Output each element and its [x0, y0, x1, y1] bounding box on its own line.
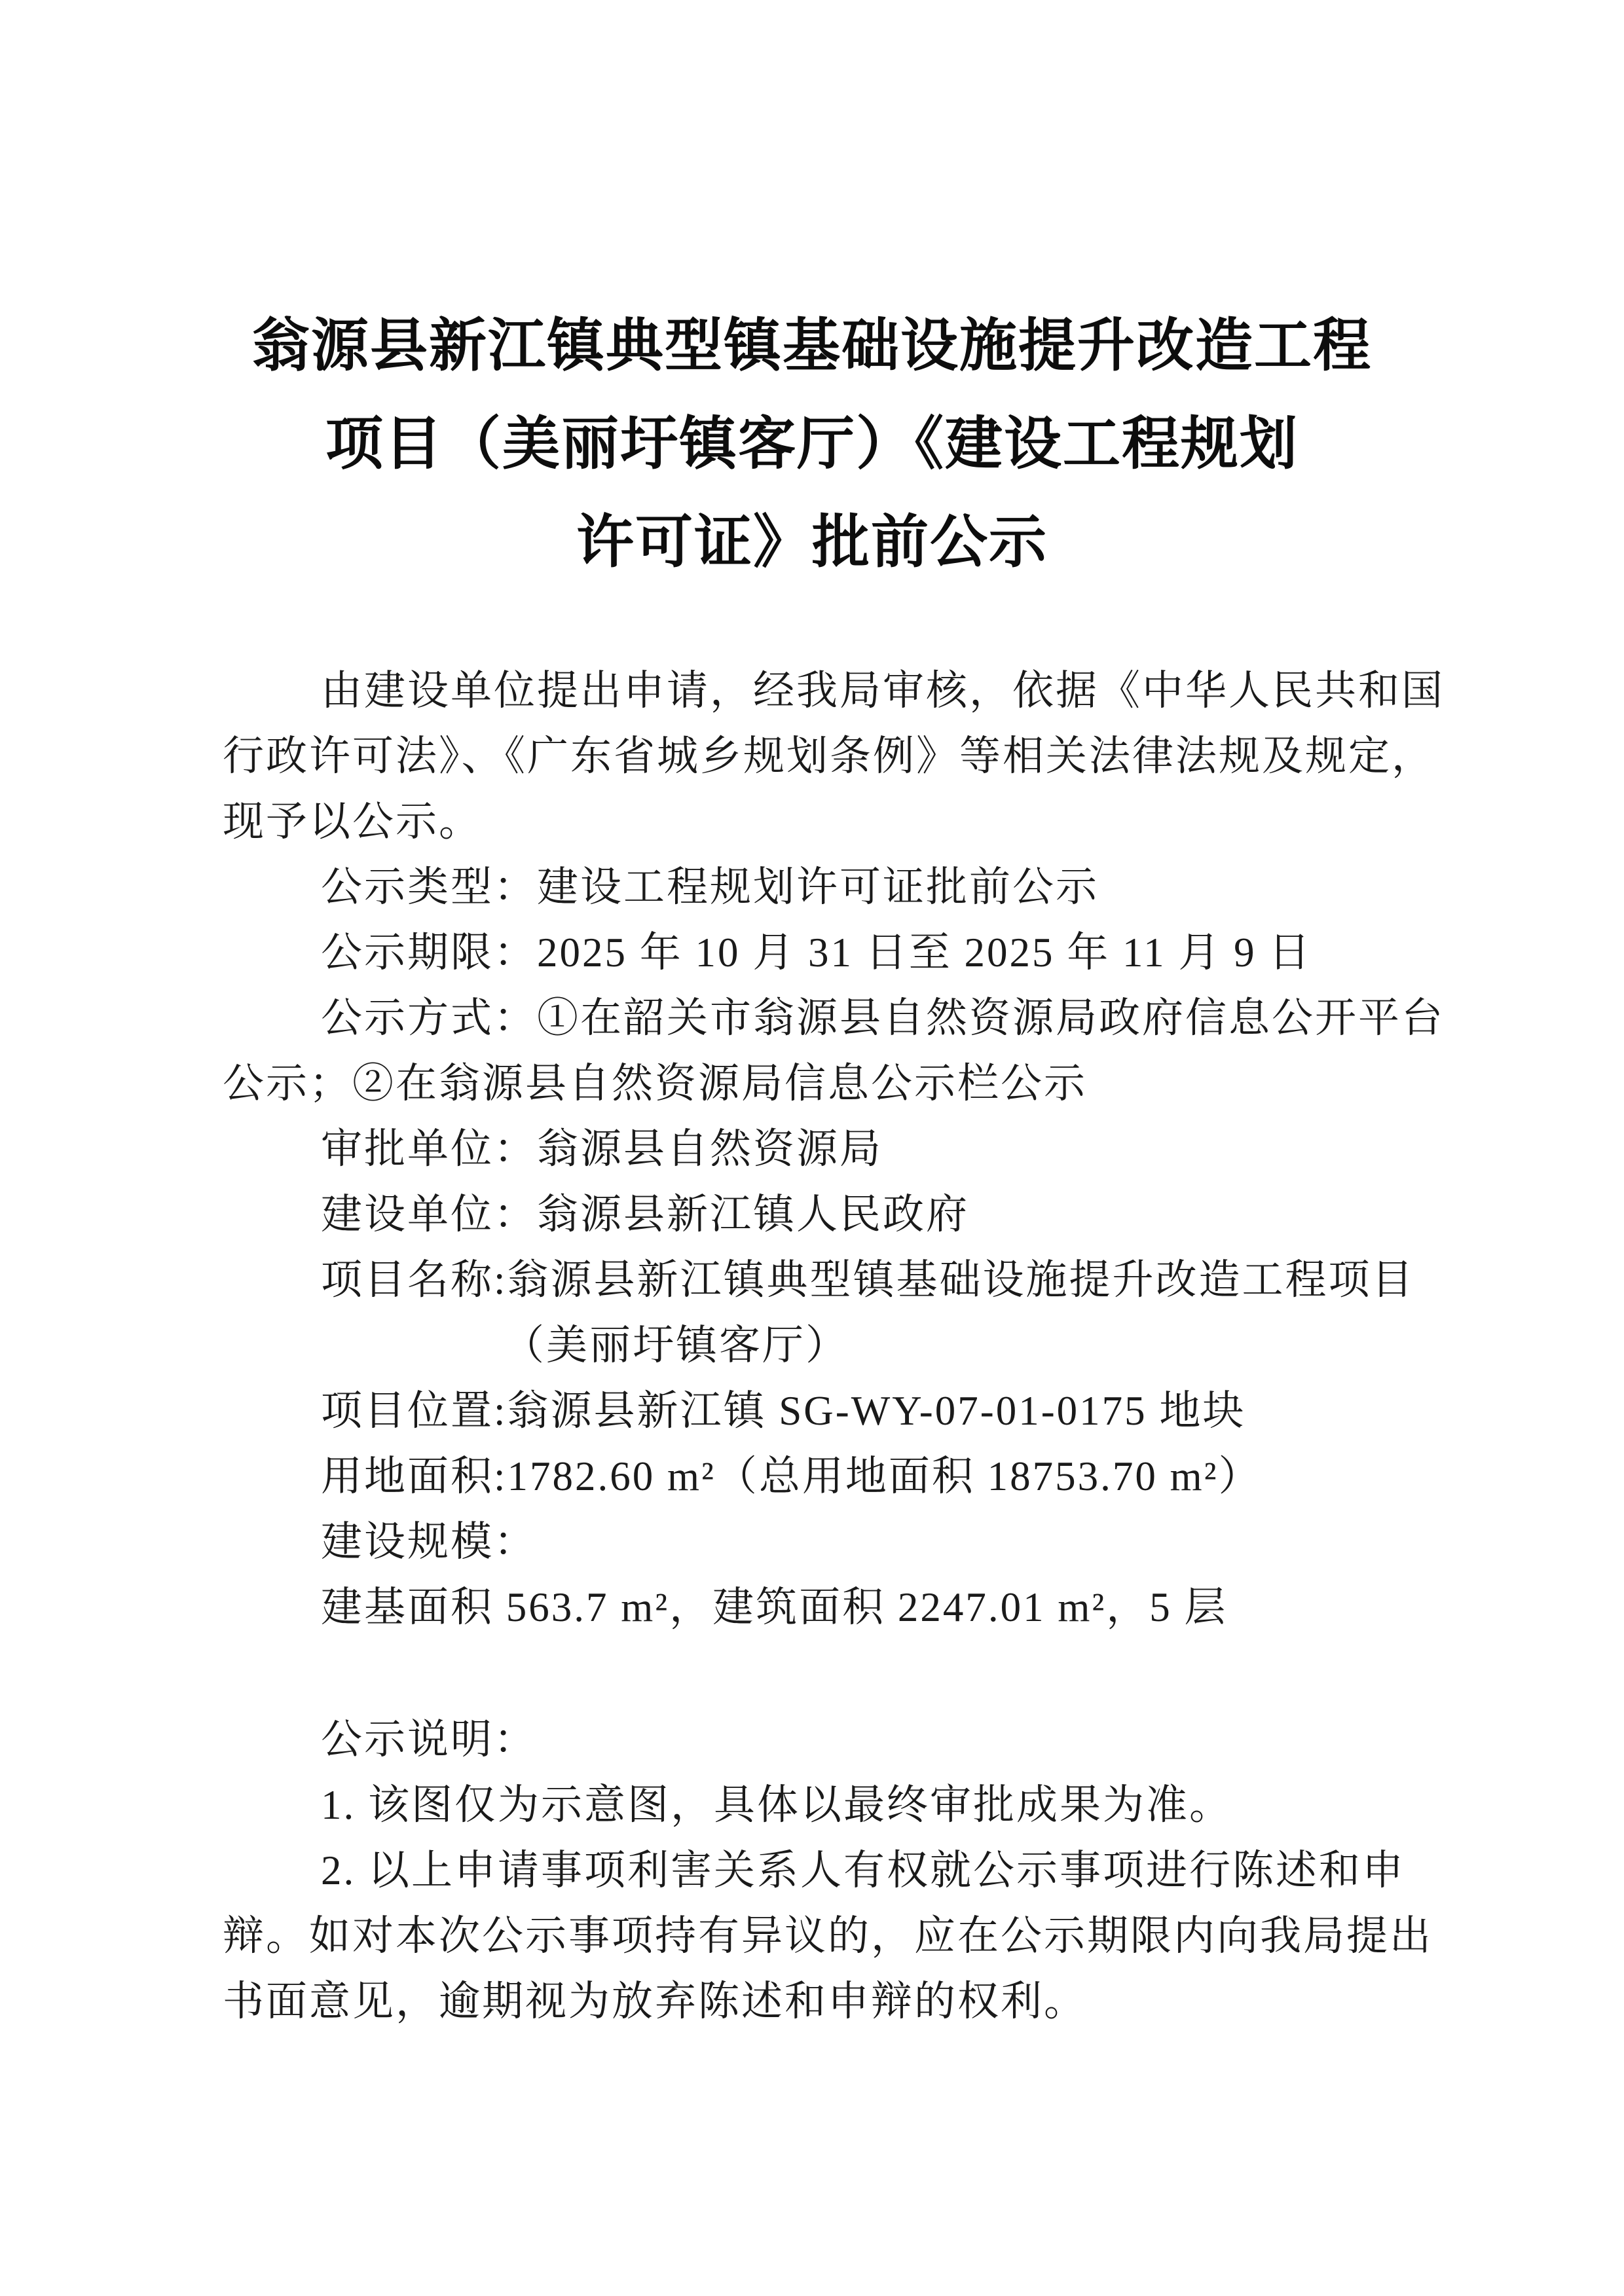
field-project-location: 项目位置:翁源县新江镇 SG-WY-07-01-0175 地块: [321, 1388, 1246, 1434]
notes-heading: 公示说明：: [321, 1717, 537, 1762]
field-publicity-type: 公示类型：建设工程规划许可证批前公示: [321, 864, 1099, 910]
intro-line-1: 由建设单位提出申请，经我局审核，依据《中华人民共和国: [321, 668, 1445, 714]
notice-body: [0, 658, 1624, 2034]
note-2-line-3: 书面意见，逾期视为放弃陈述和申辩的权利。: [223, 1978, 1087, 2024]
notice-title-line-1: 翁源县新江镇典型镇基础设施提升改造工程: [251, 315, 1372, 378]
notice-title-line-2: 项目（美丽圩镇客厅）《建设工程规划: [325, 413, 1299, 477]
field-land-area: 用地面积:1782.60 m²（总用地面积 18753.70 m²）: [321, 1453, 1262, 1499]
field-project-name-line-1: 项目名称:翁源县新江镇典型镇基础设施提升改造工程项目: [321, 1257, 1415, 1303]
field-approval-authority: 审批单位：翁源县自然资源局: [321, 1126, 883, 1172]
field-project-name-line-2: （美丽圩镇客厅）: [503, 1322, 849, 1368]
field-publicity-method-line-2: 公示；②在翁源县自然资源局信息公示栏公示: [223, 1061, 1087, 1106]
field-construction-unit: 建设单位：翁源县新江镇人民政府: [321, 1192, 969, 1237]
notice-title-line-3: 许可证》批前公示: [576, 511, 1048, 575]
note-1: 1. 该图仅为示意图，具体以最终审批成果为准。: [321, 1782, 1232, 1828]
intro-line-3: 现予以公示。: [223, 799, 482, 845]
field-publicity-period: 公示期限：2025 年 10 月 31 日至 2025 年 11 月 9 日: [321, 930, 1312, 975]
intro-line-2: 行政许可法》、《广东省城乡规划条例》等相关法律法规及规定，: [223, 733, 1435, 779]
field-construction-scale-value: 建基面积 563.7 m²，建筑面积 2247.01 m²，5 层: [321, 1584, 1228, 1630]
notice-title: [0, 0, 1624, 592]
note-2-line-2: 辩。如对本次公示事项持有异议的，应在公示期限内向我局提出: [223, 1913, 1433, 1959]
field-construction-scale-label: 建设规模：: [321, 1519, 537, 1565]
note-2-line-1: 2. 以上申请事项利害关系人有权就公示事项进行陈述和申: [321, 1848, 1405, 1893]
field-publicity-method-line-1: 公示方式：①在韶关市翁源县自然资源局政府信息公开平台: [321, 995, 1445, 1041]
